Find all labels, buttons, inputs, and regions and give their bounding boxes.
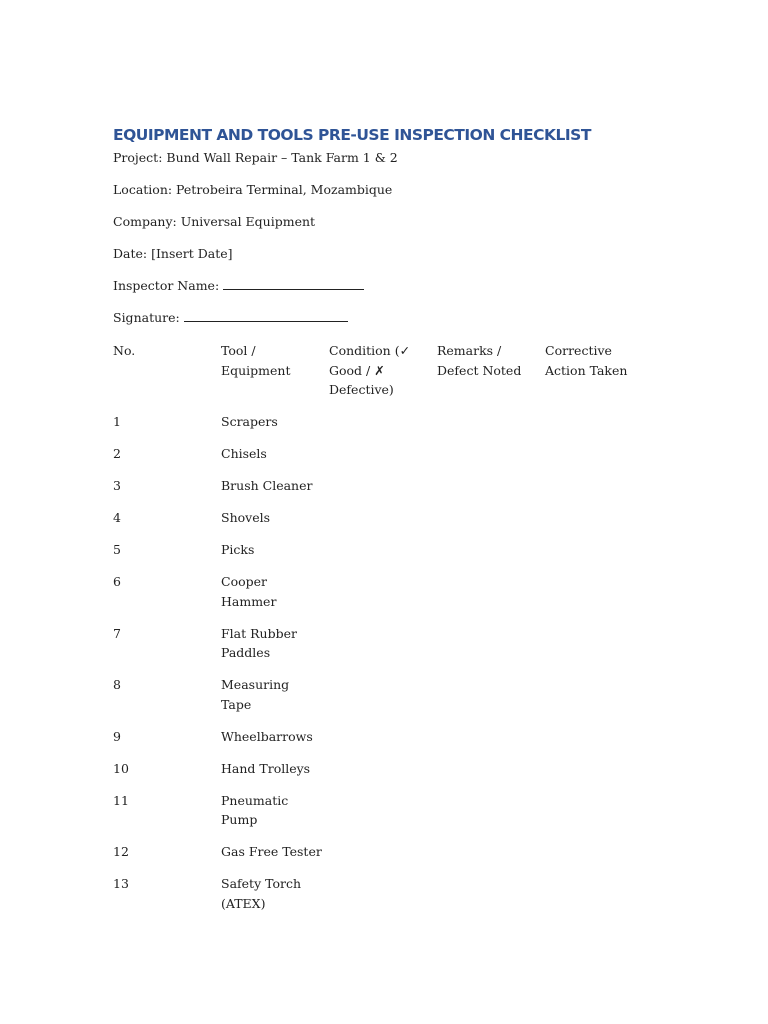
row-condition bbox=[329, 540, 437, 572]
header-condition: Condition (✓ Good / ✗ Defective) bbox=[329, 343, 411, 397]
row-tool: Hand Trolleys bbox=[221, 760, 311, 776]
table-row bbox=[113, 675, 653, 727]
row-remarks bbox=[437, 508, 545, 540]
row-condition bbox=[329, 624, 437, 676]
inspector-name-blank bbox=[223, 277, 364, 290]
row-action bbox=[545, 791, 653, 843]
row-action bbox=[545, 540, 653, 572]
row-number: 11 bbox=[113, 792, 129, 808]
table-row bbox=[113, 572, 653, 624]
row-condition bbox=[329, 444, 437, 476]
date-line: Date: [Insert Date] bbox=[113, 246, 233, 261]
row-tool: Flat Rubber Paddles bbox=[221, 625, 297, 660]
row-tool: Scrapers bbox=[221, 414, 278, 429]
row-remarks bbox=[437, 540, 545, 572]
row-action bbox=[545, 727, 653, 759]
table-row bbox=[113, 540, 653, 572]
table-row bbox=[113, 874, 653, 926]
row-number: 2 bbox=[113, 446, 121, 461]
table-row bbox=[113, 444, 653, 476]
row-condition bbox=[329, 572, 437, 624]
row-remarks bbox=[437, 791, 545, 843]
row-tool: Shovels bbox=[221, 510, 271, 525]
table-row bbox=[113, 508, 653, 540]
row-remarks bbox=[437, 874, 545, 926]
row-remarks bbox=[437, 412, 545, 444]
row-number: 1 bbox=[113, 414, 121, 429]
table-body bbox=[113, 412, 653, 926]
row-number: 12 bbox=[113, 844, 129, 859]
row-action bbox=[545, 476, 653, 508]
row-condition bbox=[329, 476, 437, 508]
row-action bbox=[545, 874, 653, 926]
row-number: 9 bbox=[113, 728, 121, 744]
company-line: Company: Universal Equipment bbox=[113, 214, 316, 229]
location-line: Location: Petrobeira Terminal, Mozambique bbox=[113, 182, 393, 197]
row-condition bbox=[329, 508, 437, 540]
row-tool: Chisels bbox=[221, 446, 267, 461]
row-remarks bbox=[437, 624, 545, 676]
project-line: Project: Bund Wall Repair – Tank Farm 1 & 2 bbox=[113, 150, 398, 165]
row-action bbox=[545, 444, 653, 476]
table-header-row bbox=[113, 341, 653, 412]
row-remarks bbox=[437, 727, 545, 759]
inspector-line bbox=[113, 277, 673, 295]
row-number: 7 bbox=[113, 625, 121, 641]
row-remarks bbox=[437, 759, 545, 791]
row-action bbox=[545, 842, 653, 874]
row-action bbox=[545, 759, 653, 791]
header-remarks: Remarks / Defect Noted bbox=[437, 343, 522, 378]
row-condition bbox=[329, 727, 437, 759]
row-action bbox=[545, 572, 653, 624]
table-row bbox=[113, 727, 653, 759]
row-remarks bbox=[437, 476, 545, 508]
row-tool: Pneumatic Pump bbox=[221, 792, 289, 827]
row-remarks bbox=[437, 444, 545, 476]
row-number: 13 bbox=[113, 876, 129, 891]
header-tool: Tool / Equipment bbox=[221, 343, 291, 378]
table-row bbox=[113, 624, 653, 676]
row-condition bbox=[329, 842, 437, 874]
document-title: EQUIPMENT AND TOOLS PRE-USE INSPECTION CHECKLIST bbox=[113, 126, 591, 144]
row-action bbox=[545, 624, 653, 676]
signature-line bbox=[113, 309, 673, 327]
row-number: 10 bbox=[113, 760, 129, 776]
row-condition bbox=[329, 874, 437, 926]
inspection-table bbox=[113, 341, 653, 926]
row-action bbox=[545, 508, 653, 540]
row-remarks bbox=[437, 842, 545, 874]
row-condition bbox=[329, 412, 437, 444]
row-condition bbox=[329, 675, 437, 727]
row-number: 4 bbox=[113, 510, 121, 525]
row-tool: Wheelbarrows bbox=[221, 728, 313, 744]
inspector-label: Inspector Name: bbox=[113, 278, 220, 293]
row-tool: Measuring Tape bbox=[221, 677, 290, 712]
row-tool: Gas Free Tester bbox=[221, 844, 322, 859]
row-action bbox=[545, 412, 653, 444]
row-tool: Safety Torch (ATEX) bbox=[221, 876, 302, 911]
table-row bbox=[113, 842, 653, 874]
row-tool: Cooper Hammer bbox=[221, 574, 277, 609]
header-no: No. bbox=[113, 343, 136, 358]
table-row bbox=[113, 791, 653, 843]
table-row bbox=[113, 476, 653, 508]
row-condition bbox=[329, 791, 437, 843]
row-tool: Picks bbox=[221, 542, 255, 557]
signature-blank bbox=[184, 309, 348, 322]
row-action bbox=[545, 675, 653, 727]
row-tool: Brush Cleaner bbox=[221, 478, 313, 493]
table-row bbox=[113, 412, 653, 444]
row-number: 8 bbox=[113, 677, 121, 692]
document-page bbox=[113, 126, 673, 926]
row-condition bbox=[329, 759, 437, 791]
row-remarks bbox=[437, 675, 545, 727]
signature-label: Signature: bbox=[113, 310, 180, 325]
row-number: 6 bbox=[113, 574, 121, 589]
row-remarks bbox=[437, 572, 545, 624]
row-number: 3 bbox=[113, 478, 121, 493]
table-row bbox=[113, 759, 653, 791]
row-number: 5 bbox=[113, 542, 121, 557]
header-action: Corrective Action Taken bbox=[545, 343, 628, 378]
